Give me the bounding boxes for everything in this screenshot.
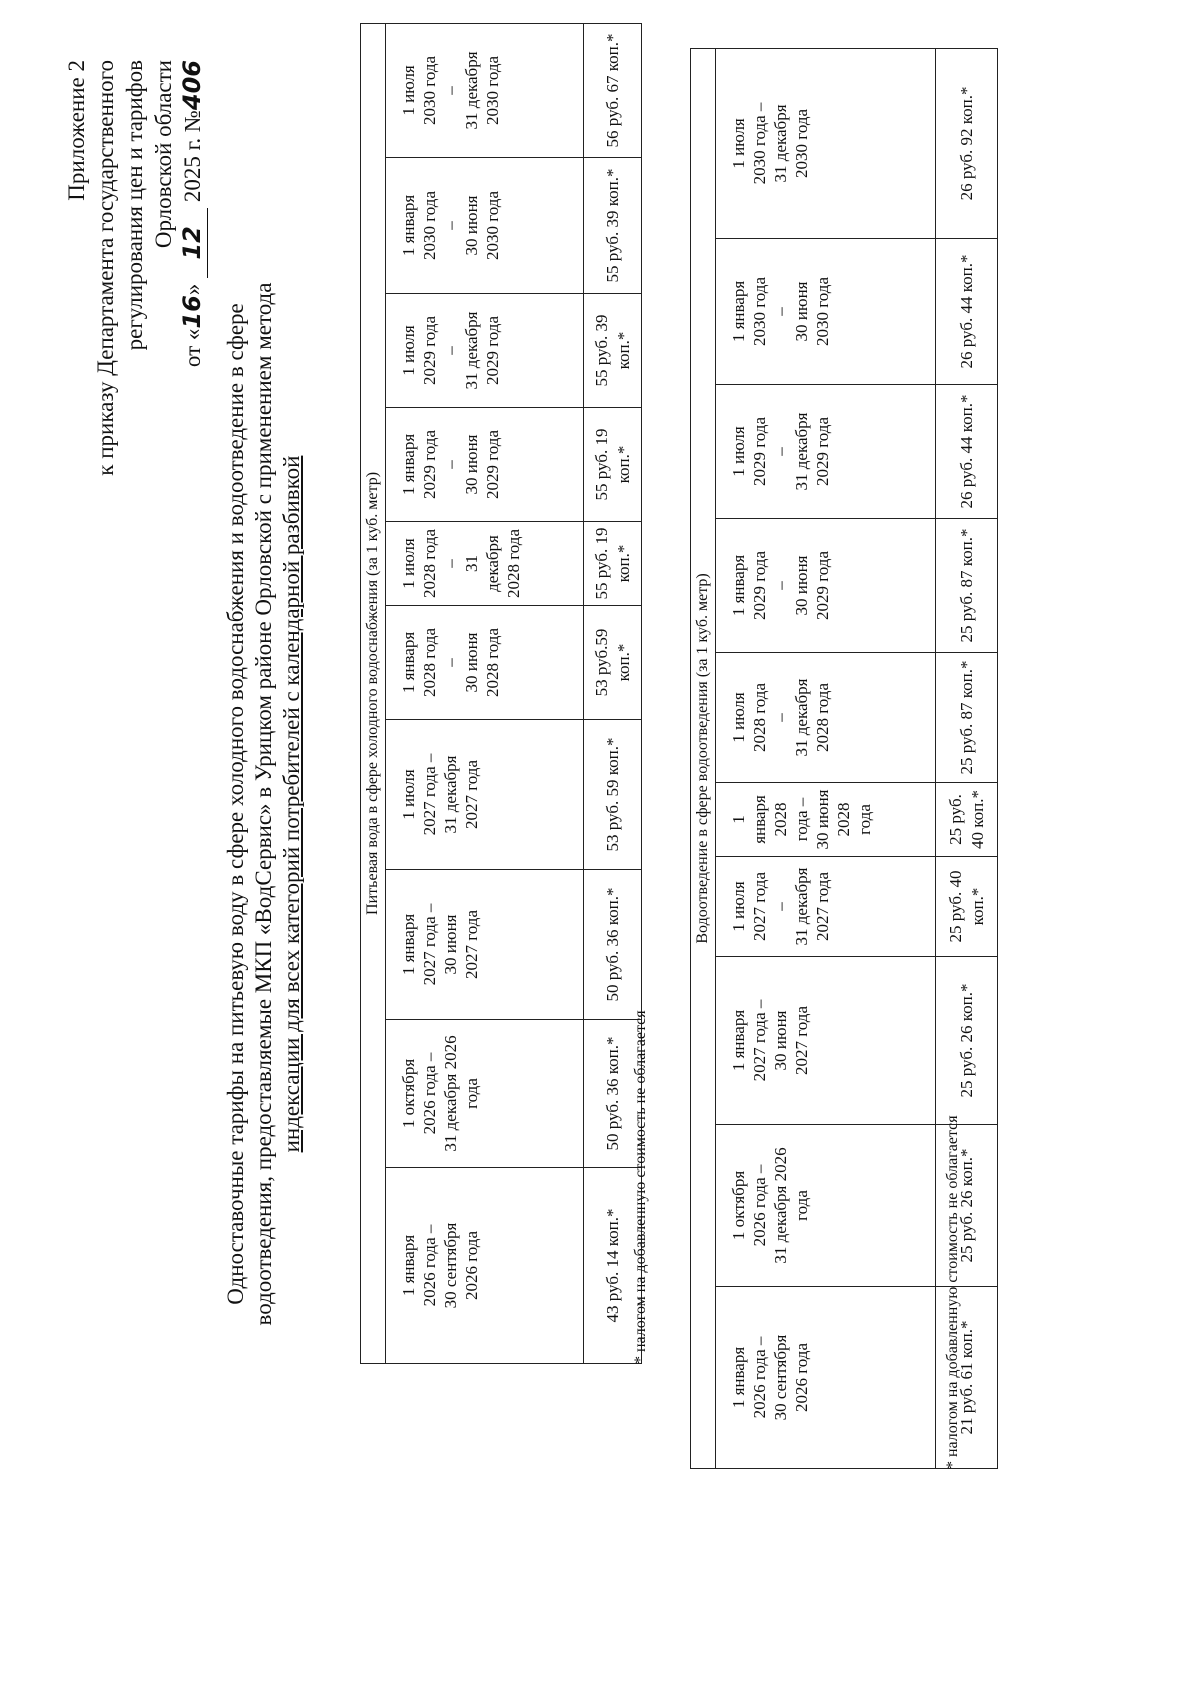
table-period-row	[716, 48, 936, 1468]
order-date-line	[178, 60, 208, 780]
period-cell-line: 1 октября	[729, 1170, 748, 1241]
period-cell-line: 1 января	[399, 913, 418, 976]
period-cell	[386, 23, 584, 157]
period-cell-line: 2029 года	[813, 551, 832, 621]
table-footnote: * налогом на добавленную стоимость не облагается	[944, 1115, 961, 1469]
period-cell-line: –	[771, 713, 790, 722]
period-cell-line: –	[771, 307, 790, 316]
period-cell-line: 2027 года	[813, 872, 832, 942]
period-cell	[716, 1287, 936, 1469]
period-cell-line: 2028 года	[504, 529, 523, 599]
period-cell-line: –	[441, 460, 460, 469]
period-cell-line: 31 декабря	[792, 867, 811, 946]
period-cell-line: 30 июня	[462, 195, 481, 256]
period-cell-line: 2027 года	[792, 1006, 811, 1076]
period-cell-line: 2027 года	[462, 760, 481, 830]
period-cell	[386, 606, 584, 720]
period-cell-line: 2027 года	[750, 872, 769, 942]
period-cell	[386, 408, 584, 522]
period-cell-line: 30 июня	[813, 789, 832, 850]
date-month-field	[178, 208, 208, 278]
period-cell-line: 2028	[834, 802, 853, 837]
tariff-value-cell: 56 руб. 67 коп.*	[584, 23, 642, 157]
period-cell-line: 1 января	[729, 554, 748, 617]
tariff-value-cell: 25 руб. 26 коп.*	[936, 1125, 998, 1287]
period-cell	[716, 957, 936, 1125]
period-cell-line: 31 декабря	[792, 412, 811, 491]
period-cell-line: 31 декабря 2026	[441, 1035, 460, 1152]
date-year: 2025 г. №	[180, 110, 205, 203]
period-cell-line: 2026 года –	[750, 1336, 769, 1419]
period-cell-line: 1 января	[729, 1009, 748, 1072]
title-line-1: Одноставочные тарифы на питьевую воду в сфере холодного водоснабжения и водоотведение в сфере	[223, 303, 248, 1305]
period-cell-line: 30 июня	[792, 281, 811, 342]
period-cell-line: 1 января	[729, 280, 748, 343]
period-cell-line: 2029 года	[813, 417, 832, 487]
period-cell-line: 2027 года –	[750, 999, 769, 1082]
tariff-value-cell: 55 руб. 39 коп.*	[584, 158, 642, 294]
period-cell-line: 31 декабря	[462, 311, 481, 390]
period-cell-line: 2030 года	[483, 191, 502, 261]
period-cell-line: 2029 года	[750, 417, 769, 487]
table-caption-row	[361, 23, 386, 1363]
period-cell-line: 2026 года –	[750, 1164, 769, 1247]
period-cell	[386, 1020, 584, 1168]
period-cell	[386, 522, 584, 606]
tariff-value-cell: 25 руб. 26 коп.*	[936, 957, 998, 1125]
period-cell-line: 1 июля	[729, 881, 748, 932]
tariff-value-cell: 21 руб. 61 коп.*	[936, 1287, 998, 1469]
period-cell	[386, 294, 584, 408]
period-cell	[716, 48, 936, 238]
period-cell-line: 1 июля	[729, 426, 748, 477]
table-caption: Питьевая вода в сфере холодного водоснабжения (за 1 куб. метр)	[361, 23, 386, 1363]
period-cell-line: года	[462, 1078, 481, 1109]
tariff-value-cell: 25 руб. 87 коп.*	[936, 519, 998, 653]
document-title	[222, 114, 306, 1494]
date-prefix: от «	[180, 328, 205, 368]
date-day-handwritten: 16	[178, 295, 206, 329]
period-cell	[716, 385, 936, 519]
date-mid: »	[180, 283, 205, 296]
period-cell	[386, 1168, 584, 1364]
period-cell-line: 1 января	[729, 1346, 748, 1409]
order-reference: к приказу Департамента государственного	[93, 60, 118, 476]
tariff-value-cell: 25 руб. 40 коп.*	[936, 783, 998, 857]
period-cell-line: 2026 года –	[420, 1052, 439, 1135]
period-cell-line: 2028 года	[420, 529, 439, 599]
period-cell-line: 2028 года	[483, 628, 502, 698]
tariff-value-cell: 26 руб. 92 коп.*	[936, 48, 998, 238]
period-cell-line: 2028 года	[813, 683, 832, 753]
tariff-value-cell: 55 руб. 19 коп.*	[584, 408, 642, 522]
period-cell-line: 2030 года	[420, 191, 439, 261]
period-cell-line: января	[750, 795, 769, 844]
period-cell-line: –	[771, 581, 790, 590]
period-cell-line: 30 июня	[462, 632, 481, 693]
period-cell-line: 1 января	[399, 631, 418, 694]
period-cell-line: 2029 года	[420, 430, 439, 500]
period-cell-line: 1 июля	[399, 325, 418, 376]
table-period-row	[386, 23, 584, 1363]
period-cell	[716, 783, 936, 857]
region-name: Орловской области	[151, 60, 176, 249]
period-cell-line: 30 июня	[462, 434, 481, 495]
tariff-value-cell: 25 руб. 40 коп.*	[936, 857, 998, 957]
period-cell-line: 1 января	[399, 194, 418, 257]
tariff-value-cell: 53 руб.59 коп.*	[584, 606, 642, 720]
period-cell-line: 30 сентября	[441, 1222, 460, 1309]
period-cell-line: 30 июня	[771, 1010, 790, 1071]
period-cell-line: 2028	[771, 802, 790, 837]
drinking-water-tariff-table	[360, 23, 642, 1364]
tariff-value-cell: 26 руб. 44 коп.*	[936, 239, 998, 385]
period-cell-line: 30 июня	[441, 914, 460, 975]
table-caption: Водоотведение в сфере водоотведения (за 1 куб. метр)	[691, 48, 716, 1468]
table-caption-row	[691, 48, 716, 1468]
tariff-value-cell: 25 руб. 87 коп.*	[936, 653, 998, 783]
title-line-3: индексации для всех категорий потребителей с календарной разбивкой	[279, 455, 304, 1153]
period-cell-line: 2028 года	[750, 683, 769, 753]
period-cell-line: 2029 года	[420, 316, 439, 386]
period-cell-line: –	[441, 559, 460, 568]
period-cell	[716, 653, 936, 783]
tariff-value-cell: 26 руб. 44 коп.*	[936, 385, 998, 519]
period-cell-line: 2030 года	[420, 55, 439, 125]
period-cell-line: 2029 года	[750, 551, 769, 621]
period-cell-line: 1 октября	[399, 1058, 418, 1129]
period-cell-line: –	[441, 86, 460, 95]
period-cell-line: 1 января	[399, 1234, 418, 1297]
period-cell-line: 2030 года	[750, 277, 769, 347]
period-cell-line: 31 декабря	[462, 51, 481, 130]
period-cell	[386, 720, 584, 870]
period-cell	[716, 519, 936, 653]
period-cell-line: –	[441, 658, 460, 667]
period-cell-line: декабря	[483, 535, 502, 592]
tariff-value-cell: 43 руб. 14 коп.*	[584, 1168, 642, 1364]
period-cell-line: 1 июля	[399, 65, 418, 116]
period-cell-line: 1 июля	[399, 769, 418, 820]
period-cell-line: 2030 года	[792, 108, 811, 178]
period-cell-line: 2026 года –	[420, 1224, 439, 1307]
period-cell-line: года	[855, 804, 874, 835]
table-footnote: * налогом на добавленную стоимость не облагается	[632, 1010, 649, 1364]
tariff-value-cell: 53 руб. 59 коп.*	[584, 720, 642, 870]
period-cell-line: 2030 года	[483, 55, 502, 125]
period-cell-line: года –	[792, 797, 811, 842]
period-cell-line: 2028 года	[420, 628, 439, 698]
period-cell-line: 2027 года –	[420, 903, 439, 986]
appendix-number: Приложение 2	[64, 60, 89, 201]
period-cell-line: 1 января	[399, 433, 418, 496]
period-cell-line: 30 июня	[792, 555, 811, 616]
title-line-2: водоотведения, предоставляемые МКП «ВодСервис» в Урицком районе Орловской с применением метода	[251, 282, 276, 1326]
period-cell-line: 2030 года –	[750, 102, 769, 185]
period-cell-line: –	[771, 447, 790, 456]
period-cell-line: 31 декабря	[441, 755, 460, 834]
period-cell-line: 1 июля	[729, 692, 748, 743]
period-cell-line: 1 июля	[729, 118, 748, 169]
tariff-value-cell: 50 руб. 36 коп.*	[584, 870, 642, 1020]
period-cell-line: 1 июля	[399, 538, 418, 589]
period-cell	[716, 1125, 936, 1287]
period-cell-line: 30 сентября	[771, 1334, 790, 1421]
order-number-handwritten: 406	[178, 60, 206, 111]
period-cell	[386, 870, 584, 1020]
period-cell-line: 2029 года	[483, 430, 502, 500]
period-cell-line: –	[441, 221, 460, 230]
period-cell-line: 31	[462, 555, 481, 572]
period-cell-line: 31 декабря 2026	[771, 1147, 790, 1264]
period-cell-line: 2029 года	[483, 316, 502, 386]
period-cell-line: 31 декабря	[792, 678, 811, 757]
period-cell-line: 1	[729, 815, 748, 824]
period-cell-line: 2027 года	[462, 910, 481, 980]
period-cell-line: –	[771, 902, 790, 911]
period-cell	[716, 857, 936, 957]
period-cell-line: 2026 года	[462, 1231, 481, 1301]
period-cell-line: 2027 года –	[420, 753, 439, 836]
period-cell-line: 2026 года	[792, 1343, 811, 1413]
tariff-value-cell: 55 руб. 19 коп.*	[584, 522, 642, 606]
period-cell	[716, 239, 936, 385]
department-name: регулирования цен и тарифов	[122, 60, 147, 351]
period-cell-line: года	[792, 1190, 811, 1221]
period-cell-line: 2030 года	[813, 277, 832, 347]
appendix-header	[62, 60, 208, 780]
tariff-value-cell: 55 руб. 39 коп.*	[584, 294, 642, 408]
date-month-handwritten: 12	[178, 226, 206, 260]
period-cell-line: 31 декабря	[771, 104, 790, 183]
tariff-value-cell: 50 руб. 36 коп.*	[584, 1020, 642, 1168]
period-cell-line: –	[441, 346, 460, 355]
period-cell	[386, 158, 584, 294]
